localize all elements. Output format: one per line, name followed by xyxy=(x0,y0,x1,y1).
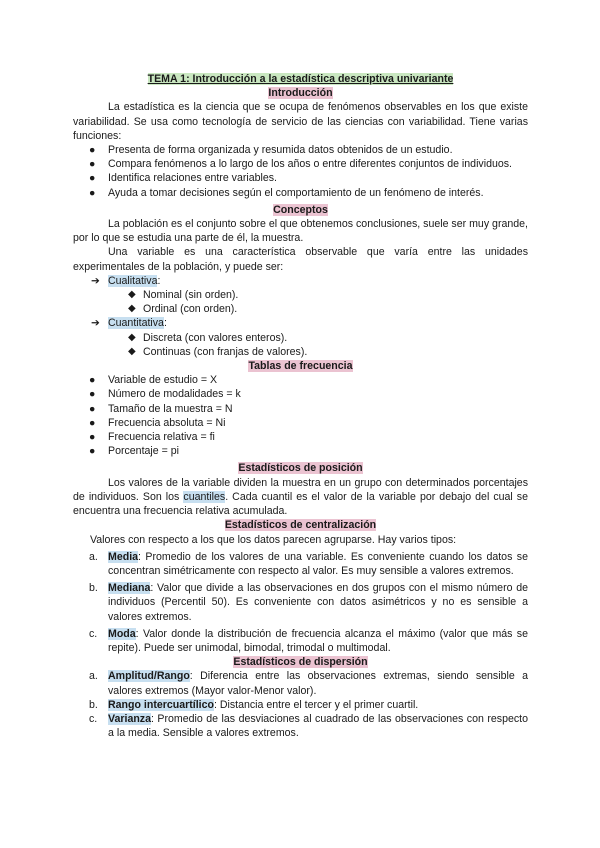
dispersion-list xyxy=(73,669,528,740)
list-item: c. Moda: Valor donde la distribución de frecuencia alcanza el máximo (valor que más se repite). Puede ser unimodal, bimodal, trimodal o multimodal. xyxy=(89,627,528,654)
list-item: ● Tamaño de la muestra = N xyxy=(89,402,233,415)
list-item: ● Compara fenómenos a lo largo de los años o entre diferentes conjuntos de individuos. xyxy=(89,158,512,171)
list-item: a. Amplitud/Rango: Diferencia entre las observaciones extremas, siendo sensible a valores extremos (Mayor valor-Menor valor). xyxy=(89,670,528,697)
list-item: c. Varianza: Promedio de las desviaciones al cuadrado de las observaciones con respecto a la media. Sensible a valores extremos. xyxy=(89,712,528,740)
list-item: ● Ayuda a tomar decisiones según el comportamiento de un fenómeno de interés. xyxy=(89,186,484,199)
heading-centralizacion: Estadísticos de centralización xyxy=(224,519,377,532)
list-item: b. Mediana: Valor que divide a las observaciones en dos grupos con el mismo número de individuos (Percentil 50). Es conveniente con datos asimétricos y no es sensible a valores extremos. xyxy=(89,582,528,623)
list-item: a. Media: Promedio de los valores de una variable. Es conveniente cuando los datos se concentran simétricamente con respecto al valor. Es muy sensible a valores extremos. xyxy=(89,550,528,577)
list-item: ● Número de modalidades = k xyxy=(89,388,241,401)
list-item: b. Rango intercuartílico: Distancia entre el tercer y el primer cuartil. xyxy=(89,698,419,711)
list-item: ● Variable de estudio = X xyxy=(89,374,218,387)
diamond-icon: ◆ xyxy=(128,303,136,315)
arrow-icon: ➔ xyxy=(91,274,100,287)
list-item-cuantitativa: ➔ Cuantitativa: xyxy=(91,317,167,330)
page-title: TEMA 1: Introducción a la estadística descriptiva univariante xyxy=(147,73,454,85)
intro-paragraph: La estadística es la ciencia que se ocupa de fenómenos observables en los que existe variabilidad. Se usa como tecnología de servicio de las ciencias con variabilidad. Tiene varias funciones: xyxy=(73,101,528,142)
variable-types-list xyxy=(73,274,528,288)
diamond-icon: ◆ xyxy=(128,345,136,357)
list-item: ● Presenta de forma organizada y resumida datos obtenidos de un estudio. xyxy=(89,144,453,157)
arrow-icon: ➔ xyxy=(91,317,100,330)
list-item: ◆ Continuas (con franjas de valores). xyxy=(128,345,308,358)
heading-dispersion: Estadísticos de dispersión xyxy=(233,656,368,669)
cuantiles-highlight: cuantiles xyxy=(183,490,226,503)
list-item: ◆ Discreta (con valores enteros). xyxy=(128,331,288,344)
diamond-icon: ◆ xyxy=(128,331,136,343)
list-item: ◆ Ordinal (con orden). xyxy=(128,303,238,316)
posicion-paragraph: Los valores de la variable dividen la muestra en un grupo con determinados porcentajes de individuos. Son los cuantiles. Cada cuantil es el valor de la variable por debajo del cual se encuentra una frecuencia relativa acumulada. xyxy=(73,476,528,518)
cualitativa-sublist xyxy=(73,288,528,316)
tablas-list xyxy=(73,373,528,458)
intro-list xyxy=(73,143,528,200)
variable-types-list-2 xyxy=(73,316,528,330)
conceptos-paragraph-2: Una variable es una característica observable que varía entre las unidades experimentales de la población, y puede ser: xyxy=(73,246,528,273)
list-item: ● Identifica relaciones entre variables. xyxy=(89,172,278,185)
diamond-icon: ◆ xyxy=(128,289,136,301)
list-item: ◆ Nominal (sin orden). xyxy=(128,289,239,302)
heading-conceptos: Conceptos xyxy=(273,203,328,216)
list-item: ● Frecuencia relativa = fi xyxy=(89,431,215,444)
conceptos-paragraph-1: La población es el conjunto sobre el que obtenemos conclusiones, suele ser muy grande, por lo que se estudia una parte de él, la muestra. xyxy=(73,218,528,245)
centralizacion-paragraph: Valores con respecto a los que los datos parecen agruparse. Hay varios tipos: xyxy=(90,533,457,546)
heading-posicion: Estadísticos de posición xyxy=(238,462,363,475)
list-item: ● Frecuencia absoluta = Ni xyxy=(89,416,226,429)
document-content xyxy=(73,72,528,740)
heading-tablas: Tablas de frecuencia xyxy=(248,360,353,373)
centralizacion-list xyxy=(73,550,528,655)
title-line xyxy=(73,72,528,86)
list-item: ● Porcentaje = pi xyxy=(89,445,179,458)
heading-introduccion: Introducción xyxy=(268,87,333,100)
list-item-cualitativa: ➔ Cualitativa: xyxy=(91,274,161,287)
cuantitativa-sublist xyxy=(73,331,528,359)
